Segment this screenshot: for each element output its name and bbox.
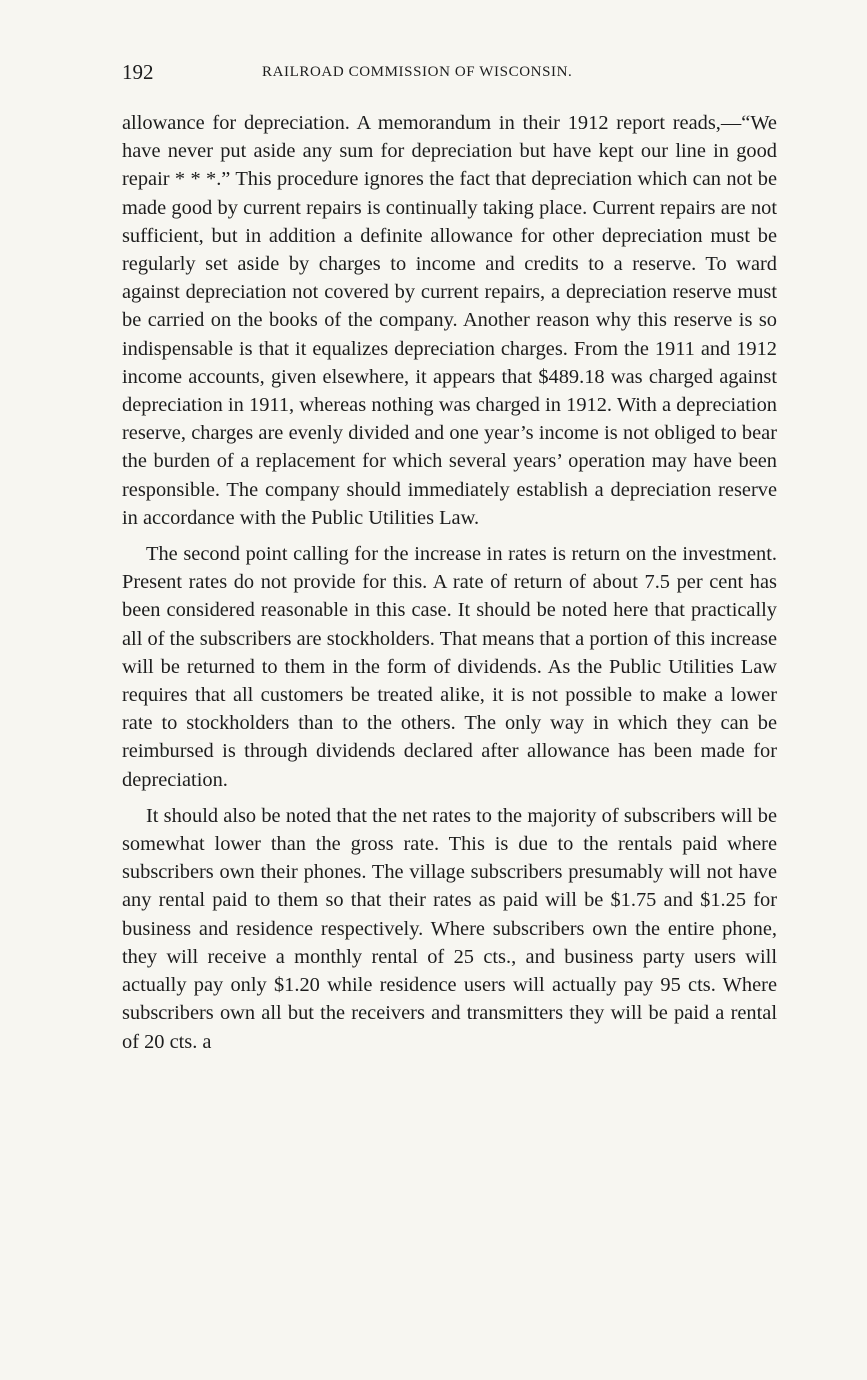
paragraph-net-rates: It should also be noted that the net rates to the majority of subscribers will be somewhat lower than the gross rate. This is due to the rentals paid where subscribers own their phones. The village subscribers presumably will not have any rental paid to them so that their rates as paid will be $1.75 and $1.25 for business and residence respectively. Where subscribers own the entire phone, they will receive a monthly rental of 25 cts., and business party users will actually pay only $1.20 while residence users will actually pay 95 cts. Where subscribers own all but the receivers and transmitters they will be paid a rental of 20 cts. a [122, 804, 777, 1053]
document-page [122, 56, 777, 1056]
paragraph-depreciation: allowance for depreciation. A memorandum in their 1912 report reads,—“We have never put aside any sum for depreciation but have kept our line in good repair * * *.” This procedure ignores the fact that depreciation which can not be made good by current repairs is continually taking place. Current repairs are not sufficient, but in addition a definite allowance for other depreciation must be regularly set aside by charges to income and credits to a reserve. To ward against depreciation not covered by current repairs, a depreciation reserve must be carried on the books of the company. Another reason why this reserve is so indispensable is that it equalizes depreciation charges. From the 1911 and 1912 income accounts, given elsewhere, it appears that $489.18 was charged against depreciation in 1911, whereas nothing was charged in 1912. With a depreciation reserve, charges are evenly divided and one year’s income is not obliged to bear the burden of a replacement for which several years’ operation may have been responsible. The company should immediately establish a depreciation reserve in accordance with the Public Utilities Law. [122, 112, 777, 529]
page-number: 192 [122, 60, 154, 84]
paragraph-return-on-investment: The second point calling for the increase in rates is return on the investment. Present rates do not provide for this. A rate of return of about 7.5 per cent has been considered reasonable in this case. It should be noted here that practically all of the subscribers are stockholders. That means that a portion of this increase will be returned to them in the form of dividends. As the Public Utilities Law requires that all customers be treated alike, it is not possible to make a lower rate to stockholders than to the others. The only way in which they can be reimbursed is through dividends declared after allowance has been made for depreciation. [122, 543, 777, 791]
running-head: RAILROAD COMMISSION OF WISCONSIN. [262, 64, 573, 80]
page-header [122, 56, 777, 92]
